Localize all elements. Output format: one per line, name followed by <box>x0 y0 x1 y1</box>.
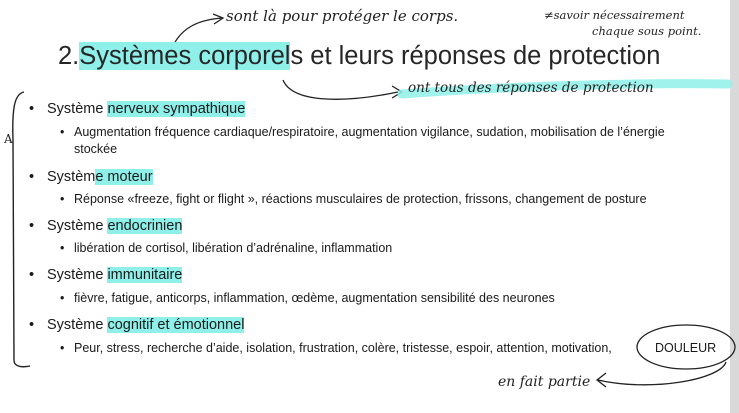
margin-mark: A <box>4 132 13 146</box>
system-label: Système <box>47 101 108 117</box>
system-label: Systèm <box>47 169 96 185</box>
system-highlight: immunitaire <box>107 267 183 283</box>
annotation-not-necessary: ≠savoir nécessairement <box>544 8 685 22</box>
page-title <box>58 42 660 71</box>
annotation-protect: sont là pour protéger le corps. <box>226 7 459 25</box>
curve-under-title <box>283 80 398 99</box>
system-label: Système <box>47 218 108 234</box>
system-highlight: cognitif et émotionnel <box>107 317 245 333</box>
detail-text: • Augmentation fréquence cardiaque/respiratoire, augmentation vigilance, sudation, mobilisation de l’énergie stockée <box>74 125 665 156</box>
system-label: Système <box>47 267 108 283</box>
system-item-endocrine <box>30 218 182 234</box>
system-item-nervous <box>30 101 245 117</box>
bracket-left <box>13 92 30 367</box>
system-label: Système <box>47 317 108 333</box>
detail-text: • Réponse «freeze, fight or flight », réactions musculaires de protection, frissons, changement de posture <box>74 192 647 206</box>
detail-text: • Peur, stress, recherche d’aide, isolation, frustration, colère, tristesse, espoir, attention, motivation, <box>74 341 612 355</box>
title-rest: s et leurs réponses de protection <box>290 42 661 70</box>
annotation-all-have-responses: ont tous des réponses de protection <box>408 80 654 96</box>
douleur-label: DOULEUR <box>655 341 717 355</box>
system-highlight: endocrinien <box>107 218 183 234</box>
title-number: 2. <box>58 42 80 70</box>
system-item-motor <box>30 169 153 185</box>
detail-text: • fièvre, fatigue, anticorps, inflammation, œdème, augmentation sensibilité des neurones <box>74 291 555 305</box>
system-item-cognitive <box>30 317 244 333</box>
system-highlight: nerveux sympathique <box>107 101 246 117</box>
system-detail-cognitive <box>60 340 660 357</box>
system-detail-nervous <box>60 124 710 158</box>
system-detail-endocrine <box>60 240 710 257</box>
system-detail-immune <box>60 290 710 307</box>
system-highlight: e moteur <box>95 169 153 185</box>
system-item-immune <box>30 267 182 283</box>
system-detail-motor <box>60 191 720 208</box>
annotation-each-subpoint: chaque sous point. <box>592 24 702 38</box>
arrow-to-douleur <box>598 362 726 385</box>
title-highlight: Systèmes corporel <box>79 42 291 70</box>
annotation-part-of: en fait partie <box>498 374 591 390</box>
detail-text: • libération de cortisol, libération d’adrénaline, inflammation <box>74 241 393 255</box>
